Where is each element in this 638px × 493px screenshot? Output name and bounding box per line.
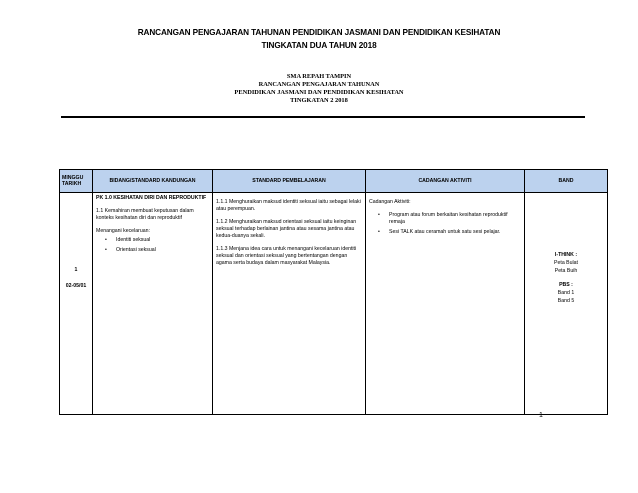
header-divider xyxy=(61,116,585,118)
pbs-label: PBS : xyxy=(559,282,573,288)
standard-1-1-2: 1.1.2 Menghuraikan maksud orientasi seksual iaitu keinginan seksual terhadap berlainan jantina atau sesama jantina atau kedua-duanya sekali. xyxy=(216,219,357,239)
ithink-item: Peta Buih xyxy=(554,268,578,274)
standard-1-1-1: 1.1.1 Menghuraikan maksud identiti seksual iaitu sebagai lelaki atau perempuan. xyxy=(216,199,361,212)
standard-1-1-3: 1.1.3 Menjana idea cara untuk menangani kecelaruan identiti seksual dan orientasi seksual yang bertentangan dengan agama serta budaya dalam masyarakat Malaysia. xyxy=(216,246,357,266)
document-title: RANCANGAN PENGAJARAN TAHUNAN PENDIDIKAN JASMANI DAN PENDIDIKAN KESIHATAN xyxy=(137,28,501,37)
week-cell xyxy=(60,193,93,415)
standard-cell xyxy=(213,193,366,415)
list-item: • Sesi TALK atau ceramah untuk satu sesi pelajar. xyxy=(389,229,521,236)
list-item: • Program atau forum berkaitan kesihatan reproduktif remaja xyxy=(389,212,521,226)
form-year: TINGKATAN 2 2018 xyxy=(290,97,348,104)
header-standard: STANDARD PEMBELAJARAN xyxy=(213,170,366,193)
subject-title: PENDIDIKAN JASMANI DAN PENDIDIKAN KESIHATAN xyxy=(234,89,404,96)
plan-title: RANCANGAN PENGAJARAN TAHUNAN xyxy=(258,81,380,88)
lesson-plan-table xyxy=(59,169,608,415)
header-band: BAND xyxy=(525,170,608,193)
table-row xyxy=(60,193,608,415)
bidang-heading: PK 1.0 KESIHATAN DIRI DAN REPRODUKTIF xyxy=(96,195,207,201)
header-minggu-tarikh xyxy=(60,170,93,193)
bidang-cell xyxy=(93,193,213,415)
band-cell xyxy=(525,193,608,415)
header-bidang: BIDANG/STANDARD KANDUNGAN xyxy=(93,170,213,193)
pbs-item: Band 5 xyxy=(557,298,575,304)
bidang-intro: Menangani kecelaruan: xyxy=(96,228,150,234)
cadangan-label: Cadangan Aktiviti: xyxy=(369,199,411,205)
bidang-standard: 1.1 Kemahiran membuat keputusan dalam konteks kesihatan diri dan reproduktif xyxy=(96,208,194,221)
pbs-item: Band 1 xyxy=(557,290,575,296)
table-header-row xyxy=(60,170,608,193)
header-tarikh: TARIKH xyxy=(62,181,82,187)
week-number: 1 xyxy=(74,267,78,273)
header-cadangan: CADANGAN AKTIVITI xyxy=(366,170,525,193)
ithink-item: Peta Bulat xyxy=(554,260,578,266)
school-name: SMA REPAH TAMPIN xyxy=(286,73,352,80)
week-date: 02-05/01 xyxy=(65,283,87,289)
cadangan-cell xyxy=(366,193,525,415)
list-item: • Orientasi seksual xyxy=(116,247,209,254)
cadangan-list xyxy=(369,212,521,236)
document-subtitle: TINGKATAN DUA TAHUN 2018 xyxy=(261,41,377,50)
ithink-label: I-THINK : xyxy=(554,252,578,258)
header-minggu: MINGGU xyxy=(62,175,84,181)
bidang-list xyxy=(96,237,209,254)
page-number: 1 xyxy=(539,412,543,419)
list-item: • Identiti seksual xyxy=(116,237,209,244)
